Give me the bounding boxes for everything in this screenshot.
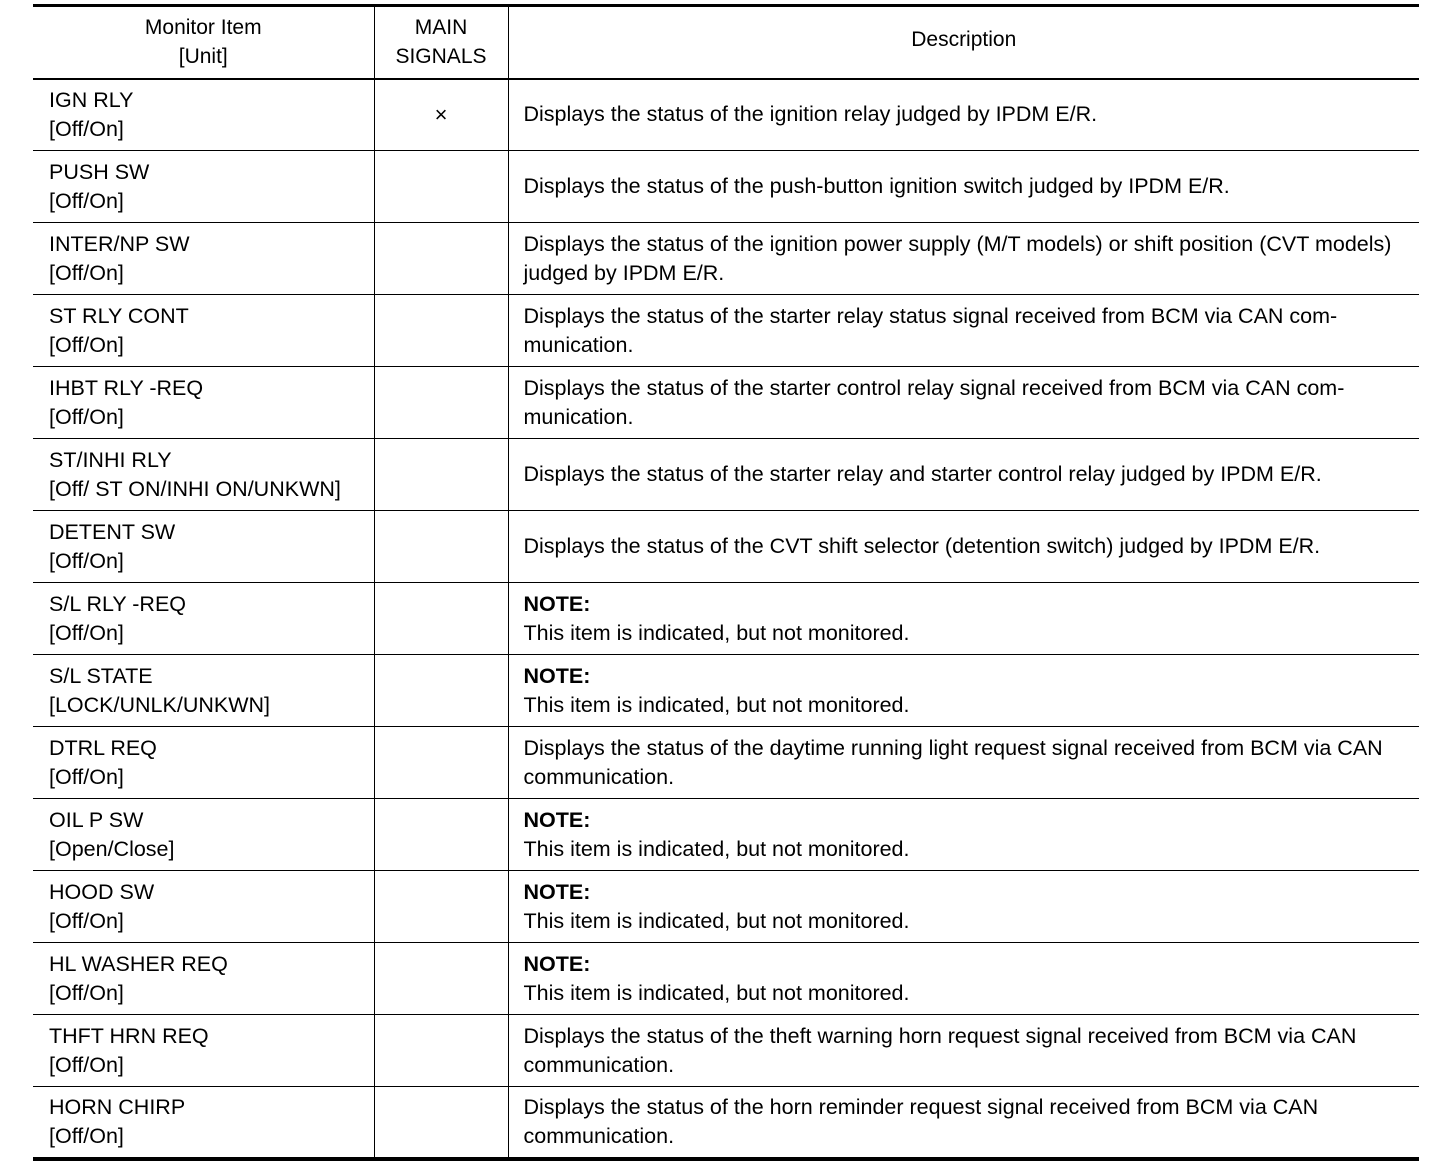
monitor-item-name: ST RLY CONT xyxy=(49,303,189,328)
monitor-item-cell xyxy=(33,583,374,655)
table-row xyxy=(33,295,1419,367)
description-cell xyxy=(508,367,1419,439)
note-label: NOTE: xyxy=(523,879,591,904)
description-cell xyxy=(508,583,1419,655)
description-cell xyxy=(508,151,1419,223)
header-description xyxy=(508,6,1419,79)
main-signal-cell xyxy=(374,511,508,583)
description-cell xyxy=(508,79,1419,151)
description-text: Displays the status of the starter relay and starter control relay judged by IPDM E/R. xyxy=(523,462,1322,486)
monitor-item-cell xyxy=(33,439,374,511)
description-cell xyxy=(508,799,1419,871)
main-signal-cell xyxy=(374,223,508,295)
main-signal-cell xyxy=(374,727,508,799)
monitor-item-unit: [Off/On] xyxy=(49,332,124,357)
monitor-item-name: HL WASHER REQ xyxy=(49,951,228,976)
description-cell xyxy=(508,439,1419,511)
main-signal-cell xyxy=(374,871,508,943)
monitor-item-name: INTER/NP SW xyxy=(49,231,190,256)
main-signal-mark: × xyxy=(434,102,448,128)
header-main-signals xyxy=(374,6,508,79)
note-text: This item is indicated, but not monitored. xyxy=(523,908,910,933)
description-text: Displays the status of the horn reminder request signal received from BCM via CAN communication. xyxy=(523,1094,1319,1148)
monitor-item-unit: [Open/Close] xyxy=(49,836,175,861)
description-text: Displays the status of the ignition relay judged by IPDM E/R. xyxy=(523,102,1098,127)
table-body xyxy=(33,79,1419,1159)
monitor-item-unit: [Off/On] xyxy=(49,548,124,573)
monitor-item-name: IHBT RLY -REQ xyxy=(49,375,204,400)
main-signal-cell xyxy=(374,295,508,367)
monitor-item-unit: [Off/On] xyxy=(49,1123,124,1148)
description-text: Displays the status of the CVT shift selector (detention switch) judged by IPDM E/R. xyxy=(523,534,1321,558)
monitor-item-name: DTRL REQ xyxy=(49,735,157,760)
description-cell xyxy=(508,511,1419,583)
description-cell xyxy=(508,223,1419,295)
description-cell xyxy=(508,295,1419,367)
monitor-item-cell xyxy=(33,1015,374,1087)
table-row xyxy=(33,223,1419,295)
table-row xyxy=(33,439,1419,511)
description-text: Displays the status of the starter relay status signal received from BCM via CAN com-munication. xyxy=(523,303,1338,357)
table-row xyxy=(33,727,1419,799)
main-signal-cell xyxy=(374,439,508,511)
table-row xyxy=(33,655,1419,727)
monitor-item-cell xyxy=(33,295,374,367)
description-text: Displays the status of the starter control relay signal received from BCM via CAN com-munication. xyxy=(523,375,1345,429)
note-label: NOTE: xyxy=(523,591,591,616)
main-signal-cell xyxy=(374,79,508,151)
monitor-item-name: S/L RLY -REQ xyxy=(49,591,187,616)
header-monitor-item-line1: Monitor Item xyxy=(144,16,262,40)
note-text: This item is indicated, but not monitored. xyxy=(523,836,910,861)
monitor-item-cell xyxy=(33,79,374,151)
header-main-signals-line1: MAIN xyxy=(414,16,468,40)
monitor-item-cell xyxy=(33,727,374,799)
monitor-item-name: OIL P SW xyxy=(49,807,144,832)
monitor-item-unit: [Off/On] xyxy=(49,260,124,285)
monitor-item-unit: [Off/On] xyxy=(49,620,124,645)
description-cell xyxy=(508,1015,1419,1087)
table-row xyxy=(33,871,1419,943)
note-text: This item is indicated, but not monitored. xyxy=(523,980,910,1005)
monitor-item-unit: [Off/On] xyxy=(49,908,124,933)
table-row xyxy=(33,799,1419,871)
main-signal-cell xyxy=(374,583,508,655)
table-row xyxy=(33,367,1419,439)
monitor-item-name: S/L STATE xyxy=(49,663,153,688)
description-cell xyxy=(508,1087,1419,1159)
monitor-item-unit: [Off/ ST ON/INHI ON/UNKWN] xyxy=(49,476,341,501)
main-signal-cell xyxy=(374,1015,508,1087)
main-signal-cell xyxy=(374,943,508,1015)
monitor-item-name: IGN RLY xyxy=(49,87,134,112)
header-main-signals-line2: SIGNALS xyxy=(395,45,487,69)
monitor-item-name: PUSH SW xyxy=(49,159,150,184)
monitor-item-cell xyxy=(33,1087,374,1159)
monitor-item-cell xyxy=(33,223,374,295)
monitor-item-cell xyxy=(33,151,374,223)
monitor-item-unit: [LOCK/UNLK/UNKWN] xyxy=(49,692,271,717)
monitor-item-cell xyxy=(33,871,374,943)
monitor-item-cell xyxy=(33,655,374,727)
monitor-item-cell xyxy=(33,511,374,583)
description-text: Displays the status of the theft warning horn request signal received from BCM via CAN communication. xyxy=(523,1023,1357,1077)
description-text: Displays the status of the daytime running light request signal received from BCM via CAN communication. xyxy=(523,735,1383,789)
header-monitor-item-line2: [Unit] xyxy=(178,45,228,69)
note-label: NOTE: xyxy=(523,951,591,976)
description-text: Displays the status of the push-button ignition switch judged by IPDM E/R. xyxy=(523,174,1230,198)
main-signal-cell xyxy=(374,1087,508,1159)
monitor-item-unit: [Off/On] xyxy=(49,764,124,789)
monitor-item-unit: [Off/On] xyxy=(49,404,124,429)
description-cell xyxy=(508,727,1419,799)
table-row xyxy=(33,151,1419,223)
monitor-item-cell xyxy=(33,943,374,1015)
main-signal-cell xyxy=(374,367,508,439)
monitor-item-name: HORN CHIRP xyxy=(49,1094,186,1119)
description-text: Displays the status of the ignition power supply (M/T models) or shift position (CVT models) judged by IPDM E/R. xyxy=(523,231,1392,285)
monitor-item-unit: [Off/On] xyxy=(49,1052,124,1077)
description-cell xyxy=(508,943,1419,1015)
main-signal-cell xyxy=(374,655,508,727)
note-text: This item is indicated, but not monitored. xyxy=(523,620,910,645)
header-monitor-item xyxy=(33,6,374,79)
monitor-item-cell xyxy=(33,367,374,439)
monitor-item-unit: [Off/On] xyxy=(49,188,124,213)
table-row xyxy=(33,583,1419,655)
table-row xyxy=(33,1015,1419,1087)
monitor-item-unit: [Off/On] xyxy=(49,116,124,141)
monitor-item-unit: [Off/On] xyxy=(49,980,124,1005)
table-row xyxy=(33,511,1419,583)
monitor-item-name: HOOD SW xyxy=(49,879,155,904)
note-text: This item is indicated, but not monitored. xyxy=(523,692,910,717)
table-header xyxy=(33,6,1419,79)
monitor-item-name: THFT HRN REQ xyxy=(49,1023,209,1048)
header-row xyxy=(33,6,1419,79)
monitor-item-name: DETENT SW xyxy=(49,519,176,544)
monitor-item-name: ST/INHI RLY xyxy=(49,447,172,472)
description-cell xyxy=(508,871,1419,943)
table-row xyxy=(33,943,1419,1015)
main-signal-cell xyxy=(374,151,508,223)
monitor-item-cell xyxy=(33,799,374,871)
main-signal-cell xyxy=(374,799,508,871)
monitor-item-table xyxy=(33,4,1419,1161)
description-cell xyxy=(508,655,1419,727)
table-row xyxy=(33,79,1419,151)
header-description-label: Description xyxy=(911,28,1017,51)
note-label: NOTE: xyxy=(523,663,591,688)
note-label: NOTE: xyxy=(523,807,591,832)
table-row xyxy=(33,1087,1419,1159)
